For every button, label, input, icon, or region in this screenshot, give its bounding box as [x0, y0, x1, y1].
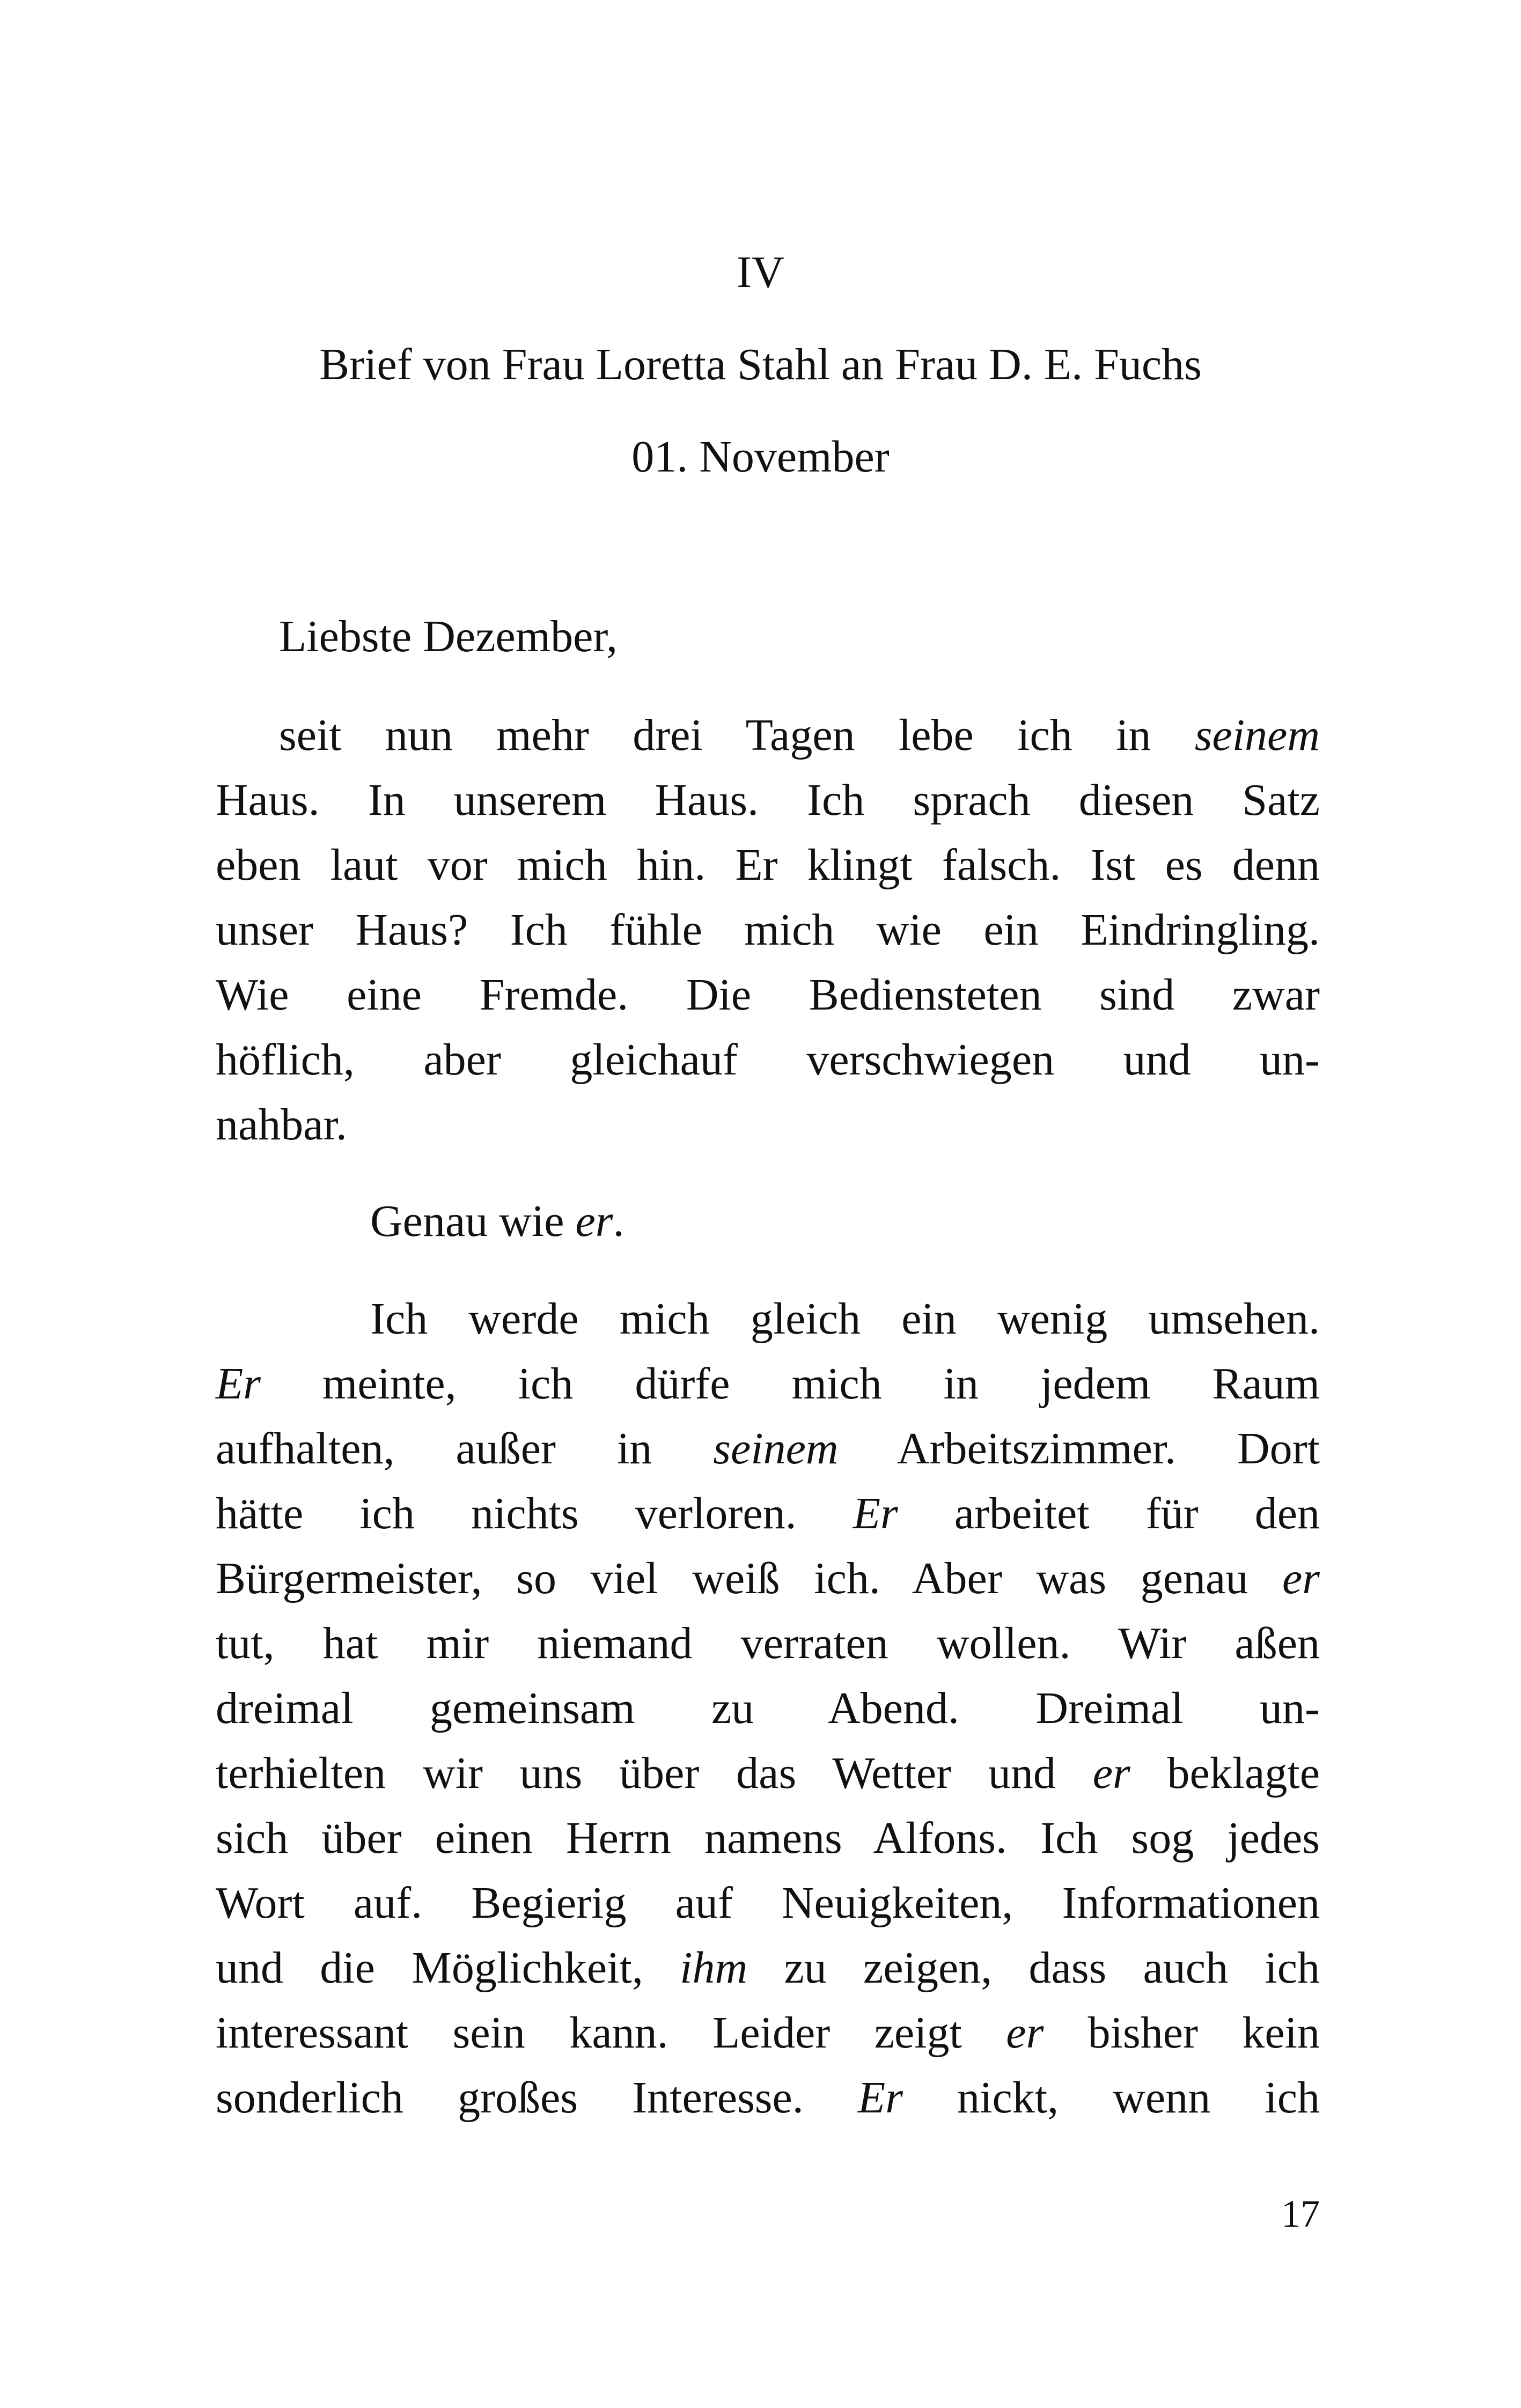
text-segment: seit nun mehr drei Tagen lebe ich in — [279, 710, 1195, 760]
text-segment: Haus. In unserem Haus. Ich sprach diesen Satz — [216, 775, 1320, 825]
text-segment: Genau wie — [370, 1196, 576, 1246]
emphasis-text: Er — [857, 2073, 903, 2123]
paragraph-2 — [216, 1189, 1320, 1254]
text-line — [216, 1189, 1320, 1254]
text-segment: tut, hat mir niemand verraten wollen. Wir aßen — [216, 1618, 1320, 1668]
emphasis-text: Er — [216, 1359, 261, 1409]
text-segment: sonderlich großes Interesse. — [216, 2073, 858, 2123]
letter-date: 01. November — [631, 432, 890, 482]
text-line — [216, 1416, 1320, 1481]
text-segment: bisher kein — [1044, 2008, 1320, 2058]
emphasis-text: seinem — [1194, 710, 1320, 760]
text-segment: unser Haus? Ich fühle mich wie ein Eindringling. — [216, 905, 1320, 955]
text-line — [216, 962, 1320, 1027]
emphasis-text: er — [1092, 1748, 1130, 1798]
text-segment: höflich, aber gleichauf verschwiegen und un- — [216, 1035, 1320, 1085]
emphasis-text: er — [1006, 2008, 1044, 2058]
text-line — [216, 1806, 1320, 1871]
text-line — [216, 833, 1320, 897]
text-line — [216, 1935, 1320, 2000]
text-line — [216, 1546, 1320, 1611]
text-line — [216, 1027, 1320, 1092]
text-segment: Wort auf. Begierig auf Neuigkeiten, Informationen — [216, 1878, 1320, 1928]
paragraph-3 — [216, 1286, 1320, 2130]
text-segment: Bürgermeister, so viel weiß ich. Aber was genau — [216, 1553, 1283, 1603]
text-line — [216, 703, 1320, 768]
salutation: Liebste Dezember, — [279, 612, 618, 661]
text-line — [216, 2000, 1320, 2065]
text-line — [216, 1611, 1320, 1676]
text-segment: hätte ich nichts verloren. — [216, 1489, 853, 1538]
text-segment: Arbeitszimmer. Dort — [838, 1424, 1320, 1474]
salutation-block — [216, 604, 1320, 669]
text-segment: sich über einen Herrn namens Alfons. Ich sog jedes — [216, 1813, 1320, 1863]
emphasis-text: ihm — [680, 1943, 748, 1993]
text-segment: aufhalten, außer in — [216, 1424, 714, 1474]
text-segment: Wie eine Fremde. Die Bediensteten sind zwar — [216, 970, 1320, 1020]
letter-title: Brief von Frau Loretta Stahl an Frau D. E. Fuchs — [319, 340, 1202, 389]
text-line — [216, 1481, 1320, 1546]
text-line — [216, 1286, 1320, 1351]
text-segment: nahbar. — [216, 1100, 347, 1150]
emphasis-text: Er — [853, 1489, 898, 1538]
text-segment: zu zeigen, dass auch ich — [747, 1943, 1320, 1993]
text-line — [216, 1351, 1320, 1416]
emphasis-text: er — [575, 1196, 613, 1246]
text-segment: beklagte — [1130, 1748, 1320, 1798]
text-line — [216, 1092, 1320, 1157]
text-line — [216, 1676, 1320, 1741]
chapter-number: IV — [737, 247, 784, 297]
page-number: 17 — [1281, 2192, 1320, 2235]
text-segment: meinte, ich dürfe mich in jedem Raum — [261, 1359, 1320, 1409]
text-segment: nickt, wenn ich — [902, 2073, 1320, 2123]
text-segment: dreimal gemeinsam zu Abend. Dreimal un- — [216, 1683, 1320, 1733]
text-line — [216, 897, 1320, 962]
text-segment: terhielten wir uns über das Wetter und — [216, 1748, 1093, 1798]
text-segment: eben laut vor mich hin. Er klingt falsch. Ist es denn — [216, 840, 1320, 890]
text-segment: arbeitet für den — [898, 1489, 1320, 1538]
text-segment: . — [613, 1196, 624, 1246]
text-line — [216, 768, 1320, 833]
text-line — [216, 2065, 1320, 2130]
text-segment: Ich werde mich gleich ein wenig umsehen. — [370, 1294, 1320, 1344]
text-line — [216, 1871, 1320, 1935]
text-line — [216, 1741, 1320, 1806]
text-segment: und die Möglichkeit, — [216, 1943, 680, 1993]
text-segment: interessant sein kann. Leider zeigt — [216, 2008, 1006, 2058]
paragraph-1 — [216, 703, 1320, 1157]
emphasis-text: seinem — [713, 1424, 839, 1474]
emphasis-text: er — [1282, 1553, 1320, 1603]
